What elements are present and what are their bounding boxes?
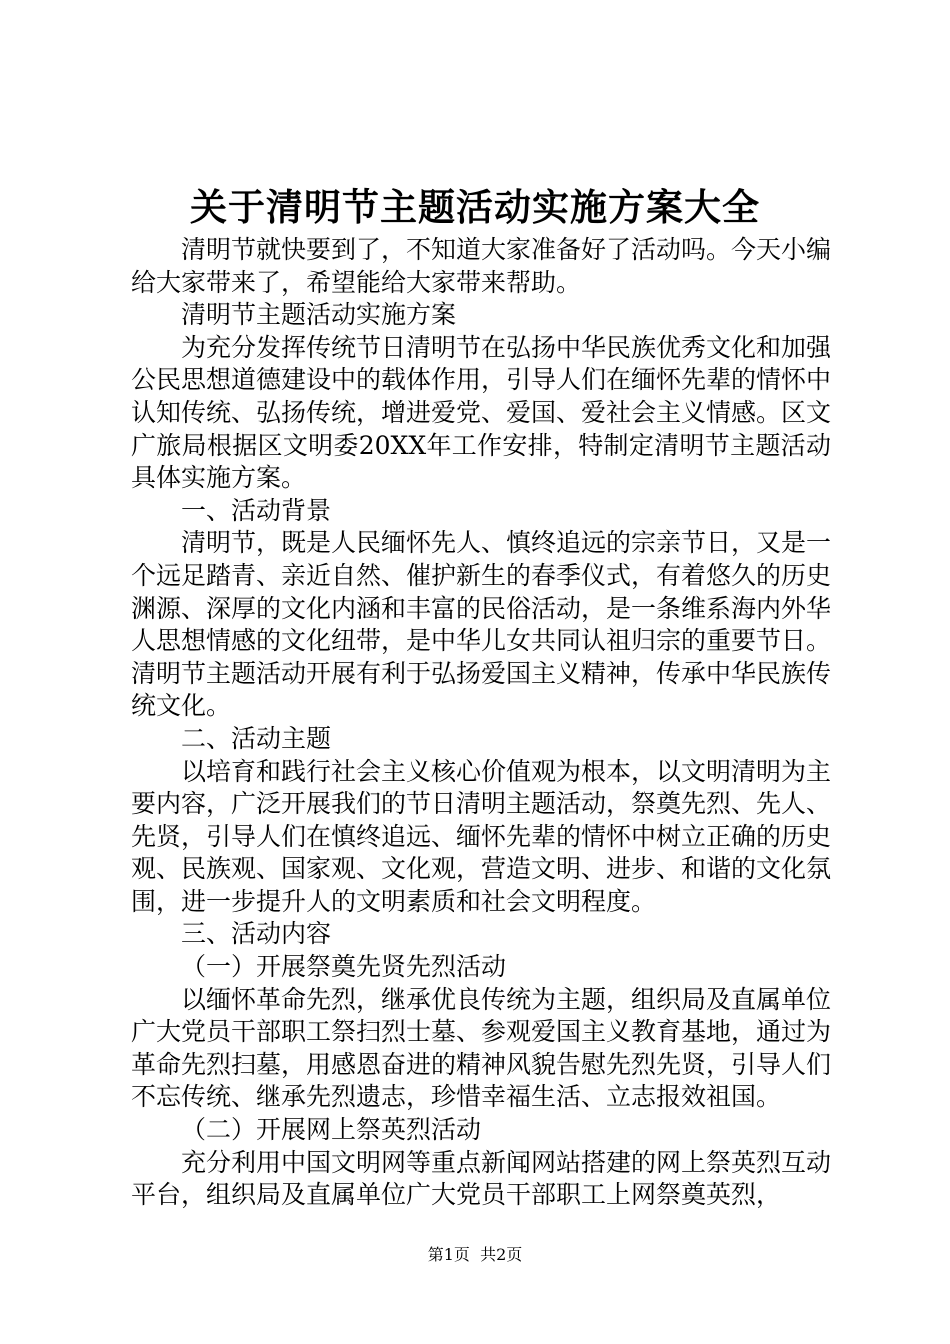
page-footer: [0, 1244, 950, 1266]
document-title: 关于清明节主题活动实施方案大全: [190, 185, 760, 229]
subsection-heading-martyrs: （一）开展祭奠先贤先烈活动: [181, 952, 507, 982]
document-body: [131, 234, 831, 1212]
background-paragraph: 清明节，既是人民缅怀先人、慎终追远的宗亲节日，又是一个远足踏青、亲近自然、催护新生的春季仪式，有着悠久的历史渊源、深厚的文化内涵和丰富的民俗活动，是一条维系海内外华人思想情感的文化纽带，是中华儿女共同认祖归宗的重要节日。清明节主题活动开展有利于弘扬爱国主义精神，传承中华民族传统文化。: [131, 528, 832, 721]
section-heading-content: 三、活动内容: [181, 919, 332, 949]
subsection-heading-online: （二）开展网上祭英烈活动: [181, 1115, 482, 1145]
purpose-paragraph: 为充分发挥传统节日清明节在弘扬中华民族优秀文化和加强公民思想道德建设中的载体作用，引导人们在缅怀先辈的情怀中认知传统、弘扬传统，增进爱党、爱国、爱社会主义情感。区文广旅局根据区文明委20XX年工作安排，特制定清明节主题活动具体实施方案。: [131, 332, 832, 493]
page-total: 共2页: [480, 1245, 523, 1264]
intro-paragraph: 清明节就快要到了，不知道大家准备好了活动吗。今天小编给大家带来了，希望能给大家带来帮助。: [131, 235, 832, 297]
plan-subtitle: 清明节主题活动实施方案: [181, 300, 457, 330]
online-paragraph: 充分利用中国文明网等重点新闻网站搭建的网上祭英烈互动平台，组织局及直属单位广大党员干部职工上网祭奠英烈，: [131, 1147, 832, 1210]
section-heading-theme: 二、活动主题: [181, 723, 332, 753]
page-number: 第1页: [427, 1245, 470, 1264]
theme-paragraph: 以培育和践行社会主义核心价值观为根本，以文明清明为主要内容，广泛开展我们的节日清明主题活动，祭奠先烈、先人、先贤，引导人们在慎终追远、缅怀先辈的情怀中树立正确的历史观、民族观、国家观、文化观，营造文明、进步、和谐的文化氛围，进一步提升人的文明素质和社会文明程度。: [131, 756, 832, 916]
martyrs-paragraph: 以缅怀革命先烈，继承优良传统为主题，组织局及直属单位广大党员干部职工祭扫烈士墓、参观爱国主义教育基地，通过为革命先烈扫墓，用感恩奋进的精神风貌告慰先烈先贤，引导人们不忘传统、继承先烈遗志，珍惜幸福生活、立志报效祖国。: [131, 984, 832, 1112]
section-heading-background: 一、活动背景: [181, 495, 332, 525]
